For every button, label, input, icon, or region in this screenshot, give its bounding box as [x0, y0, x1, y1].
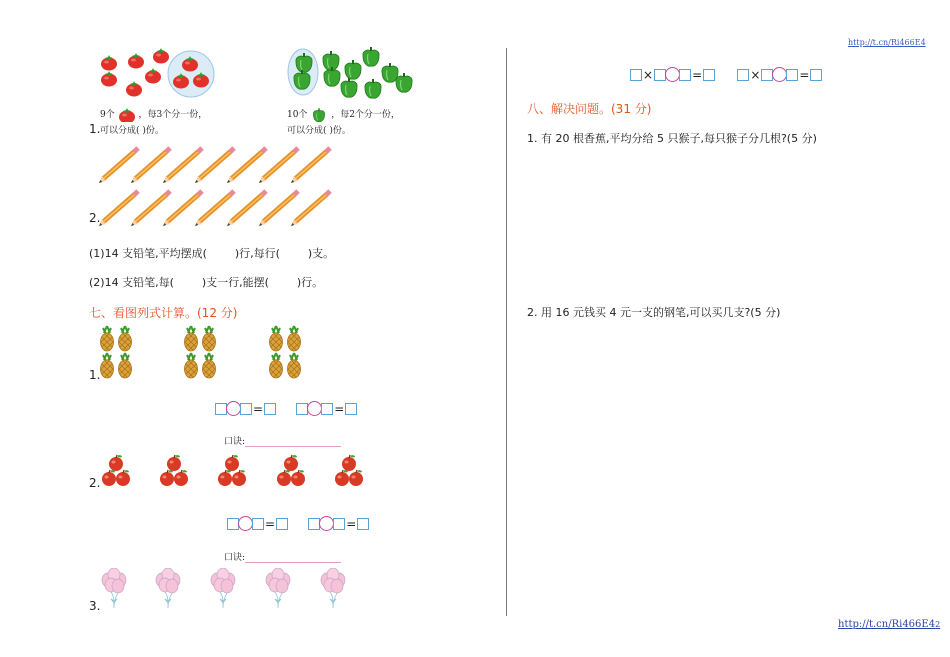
balloon-illustration — [96, 568, 356, 612]
equals-sign: = — [799, 67, 810, 82]
answer-box[interactable] — [240, 403, 252, 415]
pineapple-group-2 — [185, 326, 216, 378]
pencil-row-2 — [99, 191, 330, 226]
equals-sign: = — [265, 516, 276, 531]
sec7-q2-number: 2. — [89, 476, 101, 490]
answer-box[interactable] — [679, 69, 691, 81]
answer-box[interactable] — [786, 69, 798, 81]
right-top-equations — [630, 64, 822, 83]
operator-circle[interactable] — [307, 401, 322, 416]
pencil-illustration — [98, 146, 338, 226]
operator-circle[interactable] — [319, 516, 334, 531]
apple-group-1 — [102, 455, 130, 486]
apple-group-3 — [218, 455, 246, 486]
q2-sub1: (1)14 支铅笔,平均摆成( )行,每行( )支。 — [89, 247, 335, 260]
q2-sub2: (2)14 支铅笔,每( )支一行,能摆( )行。 — [89, 276, 324, 289]
times-sign: × — [750, 67, 761, 82]
apple-group-4 — [277, 455, 305, 486]
section8-problem1: 1. 有 20 根香蕉,平均分给 5 只猴子,每只猴子分几根?(5 分) — [527, 132, 817, 145]
koujue-blank[interactable] — [245, 552, 341, 563]
equals-sign: = — [692, 67, 703, 82]
operator-circle[interactable] — [665, 67, 680, 82]
header-link[interactable]: http://t.cn/Ri466E4 — [848, 38, 926, 47]
sec7-q2-koujue — [224, 550, 341, 563]
footer-link-text[interactable]: http://t.cn/Ri466E4 — [838, 619, 936, 630]
pepper-caption-pre: 10个 — [287, 110, 308, 120]
operator-circle[interactable] — [238, 516, 253, 531]
balloon-bunch-4 — [266, 568, 290, 608]
answer-box[interactable] — [810, 69, 822, 81]
koujue-blank[interactable] — [245, 436, 341, 447]
koujue-label: 口诀: — [224, 553, 246, 563]
equals-sign: = — [346, 516, 357, 531]
section7-title: 七、看图列式计算。(12 分) — [89, 306, 238, 320]
pineapple-group-3 — [270, 326, 301, 378]
operator-circle[interactable] — [772, 67, 787, 82]
pepper-icon — [310, 108, 328, 122]
answer-box[interactable] — [276, 518, 288, 530]
page-number: 2 — [935, 620, 941, 629]
tomato-icon — [118, 108, 136, 122]
sec7-q3-number: 3. — [89, 599, 101, 613]
balloon-bunch-3 — [211, 568, 235, 608]
operator-circle[interactable] — [226, 401, 241, 416]
q1-number: 1. — [89, 122, 101, 136]
equals-sign: = — [253, 401, 264, 416]
pineapple-group-1 — [101, 326, 132, 378]
sec7-q1-koujue — [224, 434, 341, 447]
sec7-q1-equations — [215, 398, 357, 417]
apple-illustration — [100, 452, 370, 492]
pencil-row-1 — [99, 148, 330, 183]
footer-link[interactable] — [838, 619, 940, 630]
pepper-caption-line2: 可以分成( )份。 — [287, 126, 351, 136]
pepper-group — [288, 47, 412, 98]
pepper-caption-line1 — [287, 107, 400, 122]
balloon-bunch-2 — [156, 568, 180, 608]
column-divider — [506, 48, 507, 616]
balloon-bunch-1 — [102, 568, 126, 608]
answer-box[interactable] — [345, 403, 357, 415]
answer-box[interactable] — [630, 69, 642, 81]
q2-number: 2. — [89, 211, 101, 225]
pineapple-illustration — [96, 322, 316, 382]
answer-box[interactable] — [333, 518, 345, 530]
apple-group-5 — [335, 455, 363, 486]
apple-group-2 — [160, 455, 188, 486]
section8-title: 八、解决问题。(31 分) — [527, 102, 652, 116]
tomato-group — [101, 48, 214, 97]
equals-sign: = — [334, 401, 345, 416]
answer-box[interactable] — [321, 403, 333, 415]
tomato-caption-post: ，每3个分一份， — [138, 110, 208, 120]
answer-box[interactable] — [264, 403, 276, 415]
answer-box[interactable] — [703, 69, 715, 81]
answer-box[interactable] — [252, 518, 264, 530]
sec7-q1-number: 1. — [89, 368, 101, 382]
answer-box[interactable] — [357, 518, 369, 530]
answer-box[interactable] — [737, 69, 749, 81]
pepper-caption-post: ，每2个分一份， — [331, 110, 400, 120]
koujue-label: 口诀: — [224, 437, 246, 447]
tomato-caption-line2: 可以分成( )份。 — [100, 126, 164, 136]
balloon-bunch-5 — [321, 568, 345, 608]
tomato-caption-line1 — [100, 107, 207, 122]
sec7-q2-equations — [227, 513, 369, 532]
tomato-caption-pre: 9个 — [100, 110, 115, 120]
times-sign: × — [643, 67, 654, 82]
section8-problem2: 2. 用 16 元钱买 4 元一支的钢笔,可以买几支?(5 分) — [527, 306, 781, 319]
